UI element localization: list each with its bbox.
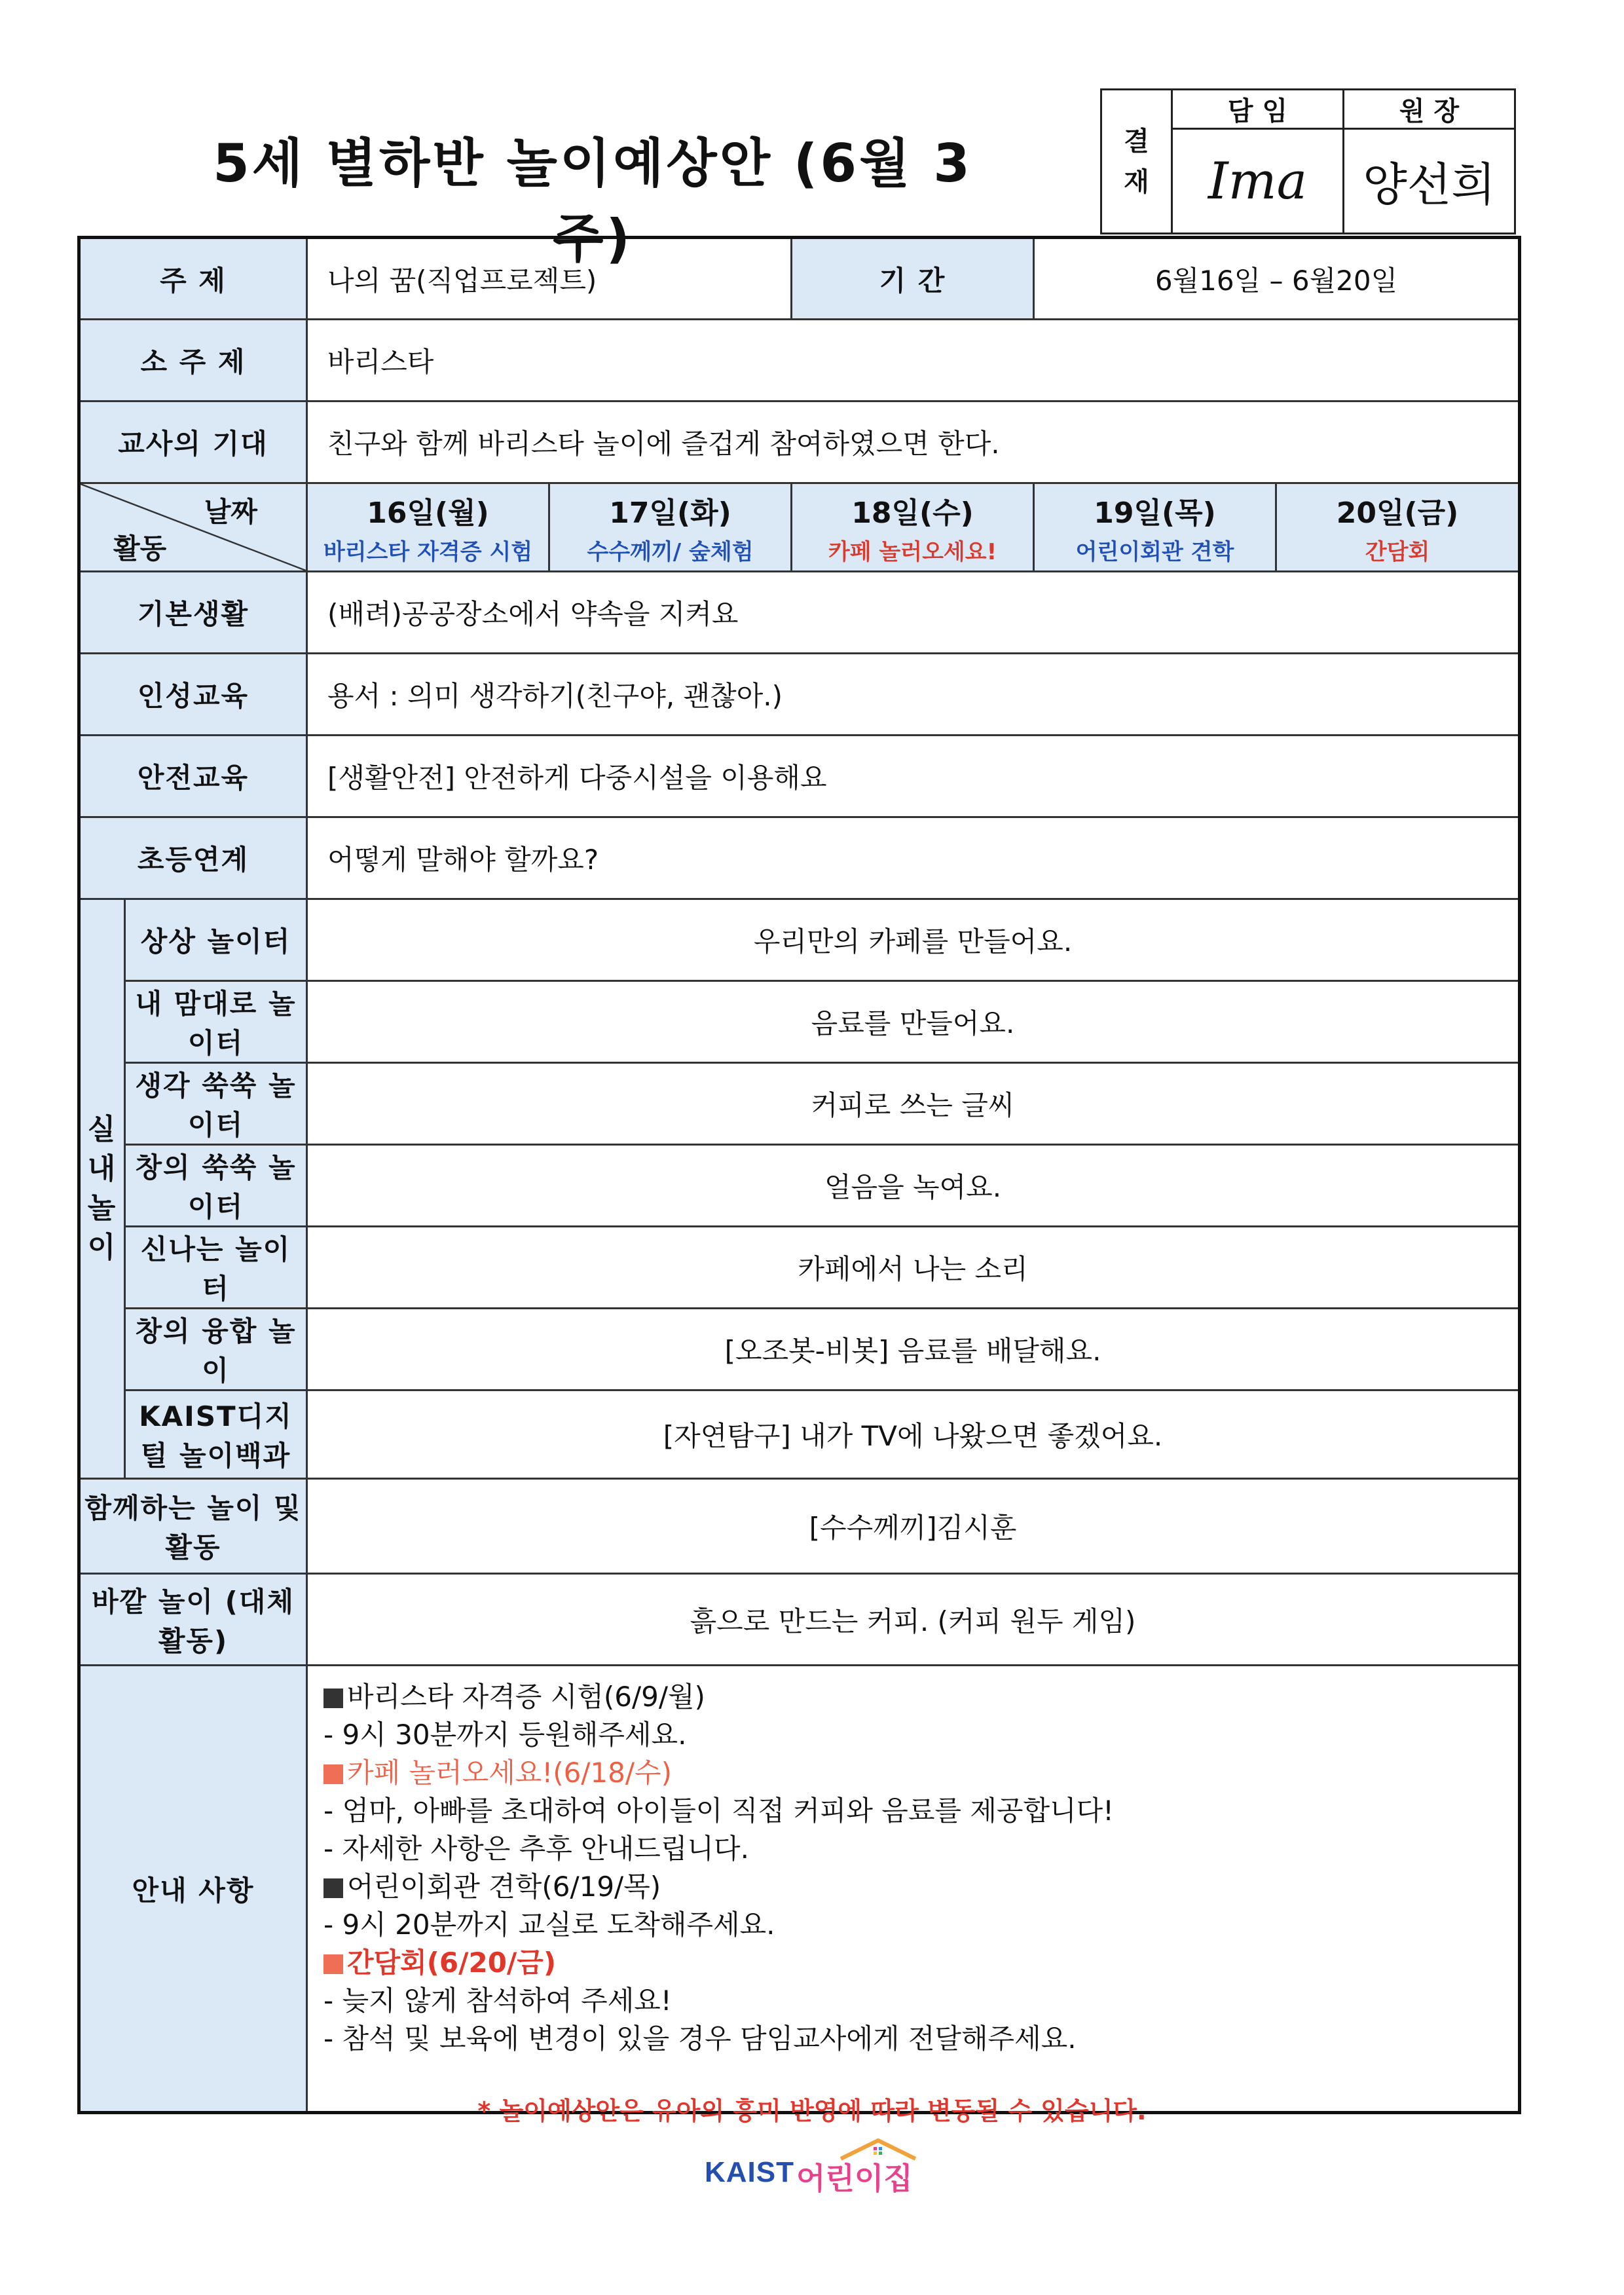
safety-education-value: [생활안전] 안전하게 다중시설을 이용해요 [307,736,1520,817]
notice-label: 안내 사항 [79,1666,307,2113]
date-activity-header [79,483,307,572]
indoor-play-activity: [자연탐구] 내가 TV에 나왔으면 좋겠어요. [307,1390,1520,1479]
date-header-label: 날짜 [204,496,257,528]
orange-square-icon [323,1954,343,1974]
plan-table [77,236,1521,2114]
day-header: 18일(수) 카페 놀러오세요! [792,483,1034,572]
indoor-play-name: 내 맘대로 놀이터 [125,981,307,1063]
notice-line: - 참석 및 보육에 변경이 있을 경우 담임교사에게 전달해주세요. [323,2023,1077,2055]
approval-side-label: 결재 [1101,90,1172,234]
subtheme-label: 소 주 제 [79,320,307,401]
indoor-play-activity: 음료를 만들어요. [307,981,1520,1063]
indoor-play-name: 상상 놀이터 [125,899,307,981]
basic-life-value: (배려)공공장소에서 약속을 지켜요 [307,572,1520,654]
elementary-link-value: 어떻게 말해야 할까요? [307,817,1520,899]
approval-teacher-label: 담 임 [1172,90,1344,129]
approval-box [1100,88,1516,234]
period-label: 기 간 [792,238,1034,320]
logo-kaist-text: KAIST [705,2156,794,2188]
footer-note: * 놀이예상안은 유아의 흥미 반영에 따라 변동될 수 있습니다. [477,2097,1147,2125]
notice-line: - 9시 20분까지 교실로 도착해주세요. [323,1909,775,1941]
indoor-play-activity: 얼음을 녹여요. [307,1145,1520,1227]
notice-line: - 9시 30분까지 등원해주세요. [323,1719,687,1751]
indoor-play-activity: 커피로 쓰는 글씨 [307,1063,1520,1145]
teacher-expectation-label: 교사의 기대 [79,401,307,483]
indoor-play-name: 생각 쑥쑥 놀이터 [125,1063,307,1145]
day-header: 16일(월) 바리스타 자격증 시험 [307,483,549,572]
day-header: 20일(금) 간담회 [1276,483,1520,572]
black-square-icon [323,1878,343,1898]
together-play-value: [수수께끼]김시훈 [307,1479,1520,1574]
together-play-label: 함께하는 놀이 및 활동 [79,1479,307,1574]
notice-line: 간담회(6/20/금) [323,1944,1502,1982]
indoor-play-activity: [오조봇-비봇] 음료를 배달해요. [307,1309,1520,1390]
house-roof-icon [836,2136,921,2163]
indoor-play-label: 실내놀이 [79,899,125,1479]
teacher-expectation-value: 친구와 함께 바리스타 놀이에 즐겁게 참여하였으면 한다. [307,401,1520,483]
activity-header-label: 활동 [113,532,167,565]
indoor-play-name: 신나는 놀이터 [125,1227,307,1309]
indoor-play-activity: 카페에서 나는 소리 [307,1227,1520,1309]
day-header: 17일(화) 수수께끼/ 숲체험 [549,483,792,572]
notice-line: 바리스타 자격증 시험(6/9/월) [323,1678,1502,1716]
logo-name-text: 어린이집 [796,2161,913,2196]
day-header: 19일(목) 어린이회관 견학 [1034,483,1276,572]
outdoor-play-value: 흙으로 만드는 커피. (커피 원두 게임) [307,1574,1520,1666]
safety-education-label: 안전교육 [79,736,307,817]
theme-value: 나의 꿈(직업프로젝트) [307,238,792,320]
character-education-value: 용서 : 의미 생각하기(친구야, 괜찮아.) [307,654,1520,736]
page-title: 5세 별하반 놀이예상안 (6월 3주) [213,133,972,269]
teacher-signature: Ima [1172,129,1344,234]
notice-line: 어린이회관 견학(6/19/목) [323,1868,1502,1906]
theme-label: 주 제 [79,238,307,320]
notice-line: - 엄마, 아빠를 초대하여 아이들이 직접 커피와 음료를 제공합니다! [323,1795,1115,1827]
director-signature: 양선희 [1344,129,1515,234]
basic-life-label: 기본생활 [79,572,307,654]
approval-director-label: 원 장 [1344,90,1515,129]
kaist-logo [705,2136,921,2195]
indoor-play-name: 창의 융합 놀이 [125,1309,307,1390]
subtheme-value: 바리스타 [307,320,1520,401]
orange-square-icon [323,1764,343,1784]
indoor-play-name: KAIST디지털 놀이백과 [125,1390,307,1479]
period-value: 6월16일 – 6월20일 [1034,238,1520,320]
notice-line: 카페 놀러오세요!(6/18/수) [323,1754,1502,1792]
black-square-icon [323,1689,343,1708]
outdoor-play-label: 바깥 놀이 (대체 활동) [79,1574,307,1666]
indoor-play-activity: 우리만의 카페를 만들어요. [307,899,1520,981]
elementary-link-label: 초등연계 [79,817,307,899]
notice-content [307,1666,1520,2113]
notice-line: - 늦지 않게 참석하여 주세요! [323,1985,672,2017]
character-education-label: 인성교육 [79,654,307,736]
indoor-play-name: 창의 쑥쑥 놀이터 [125,1145,307,1227]
notice-line: - 자세한 사항은 추후 안내드립니다. [323,1833,749,1865]
